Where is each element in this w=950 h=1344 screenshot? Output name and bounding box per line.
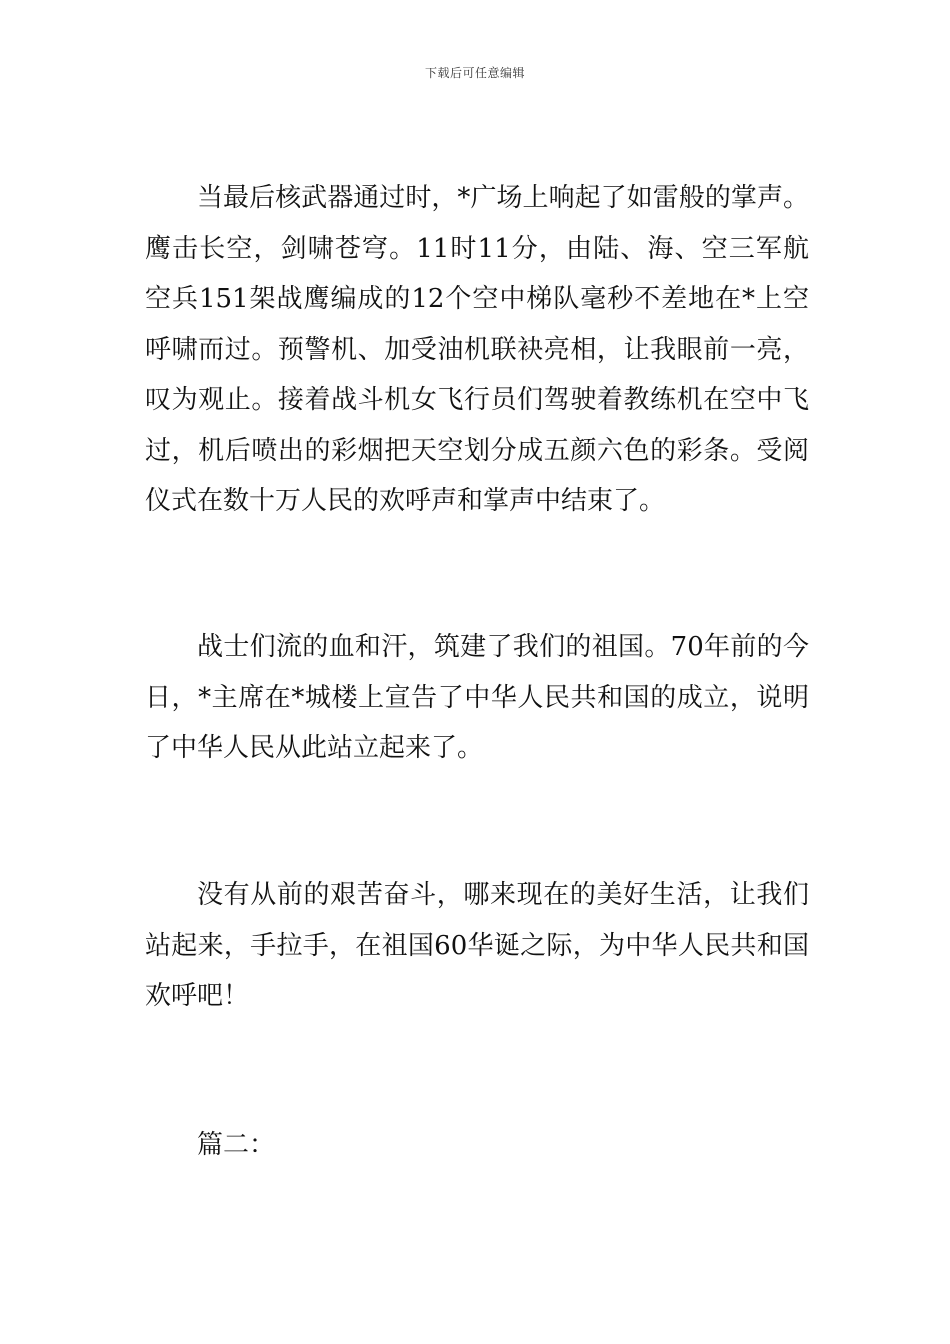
paragraph-1: 当最后核武器通过时，*广场上响起了如雷般的掌声。鹰击长空，剑啸苍穹。11时11分，由陆、海、空三军航空兵151架战鹰编成的12个空中梯队毫秒不差地在*上空呼啸而过。预警机、加受油机联袂亮相，让我眼前一亮，叹为观止。接着战斗机女飞行员们驾驶着教练机在空中飞过，机后喷出的彩烟把天空划分成五颜六色的彩条。受阅仪式在数十万人民的欢呼声和掌声中结束了。 bbox=[145, 183, 809, 516]
page-header: 下载后可任意编辑 bbox=[424, 66, 525, 80]
paragraph-3: 没有从前的艰苦奋斗，哪来现在的美好生活，让我们站起来，手拉手，在祖国60华诞之际，为中华人民共和国欢呼吧！ bbox=[145, 880, 809, 1011]
section-heading: 篇二： bbox=[197, 1130, 276, 1160]
paragraph-2: 战士们流的血和汗，筑建了我们的祖国。70年前的今日，*主席在*城楼上宣告了中华人民共和国的成立，说明了中华人民从此站立起来了。 bbox=[145, 632, 809, 763]
